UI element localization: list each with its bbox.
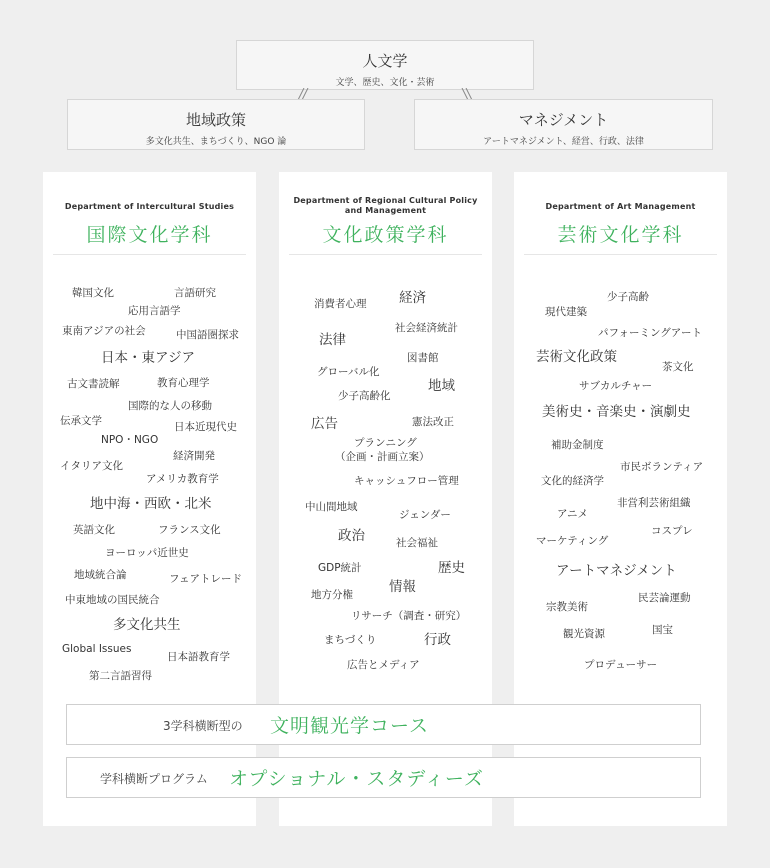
band-lead-text: 3学科横断型の <box>163 719 243 733</box>
dept-ja-name: 文化政策学科 <box>322 224 449 246</box>
keyword: 茶文化 <box>662 361 694 373</box>
keyword: 図書館 <box>407 352 439 364</box>
keyword: プロデューサー <box>584 659 658 671</box>
keyword: アートマネジメント <box>556 563 677 579</box>
keyword: 広告とメディア <box>347 659 420 671</box>
keyword: 地中海・西欧・北米 <box>90 496 212 512</box>
keyword: キャッシュフロー管理 <box>354 475 459 487</box>
keyword: アメリカ教育学 <box>146 473 219 485</box>
keyword: 伝承文学 <box>60 415 102 427</box>
keyword: 中東地域の国民統合 <box>65 594 160 606</box>
keyword: 多文化共生 <box>113 617 181 633</box>
keyword: 東南アジアの社会 <box>62 325 146 337</box>
keyword: 法律 <box>319 332 346 348</box>
keyword: 地域 <box>428 378 455 394</box>
keyword: 少子高齢化 <box>338 390 391 402</box>
box-regional-policy <box>67 99 365 150</box>
keyword: 憲法改正 <box>412 416 454 428</box>
keyword: サブカルチャー <box>579 380 653 392</box>
keyword: 第二言語習得 <box>89 670 152 682</box>
divider <box>289 254 482 255</box>
keyword: フランス文化 <box>158 524 221 536</box>
keyword: 歴史 <box>438 560 465 576</box>
keyword: イタリア文化 <box>60 460 123 472</box>
keyword: 行政 <box>424 632 451 648</box>
dept-ja-name: 芸術文化学科 <box>557 224 684 246</box>
divider <box>524 254 717 255</box>
keyword: 経済 <box>399 290 426 306</box>
keyword: 応用言語学 <box>128 305 181 317</box>
keyword: 政治 <box>338 528 365 544</box>
keyword: 地域統合論 <box>74 569 127 581</box>
dept-en-name: Department of Art Management <box>545 202 696 211</box>
keyword: 社会福祉 <box>396 537 438 549</box>
box-management <box>414 99 713 150</box>
keyword: ヨーロッパ近世史 <box>105 547 189 559</box>
keyword: 民芸論運動 <box>638 592 691 604</box>
keyword: 中国語圏探求 <box>176 329 239 341</box>
keyword: 地方分権 <box>311 589 353 601</box>
keyword: NPO・NGO <box>101 434 159 446</box>
keyword: 市民ボランティア <box>620 461 704 473</box>
keyword: 国際的な人の移動 <box>128 400 212 412</box>
keyword: 英語文化 <box>73 524 115 536</box>
top-box-humanities <box>236 40 534 90</box>
keyword: 経済開発 <box>173 450 215 462</box>
keyword: グローバル化 <box>317 366 380 378</box>
keyword: 国宝 <box>652 624 673 636</box>
keyword: 韓国文化 <box>72 287 114 299</box>
keyword: 日本語教育学 <box>167 651 230 663</box>
keyword: 現代建築 <box>545 306 587 318</box>
box-management-title: マネジメント <box>518 111 609 129</box>
keyword: 芸術文化政策 <box>536 349 617 365</box>
keyword: リサーチ（調査・研究） <box>351 610 467 622</box>
keyword: パフォーミングアート <box>598 327 702 339</box>
keyword: （企画・計画立案） <box>335 451 430 463</box>
keyword: 観光資源 <box>563 628 605 640</box>
keyword: 補助金制度 <box>551 439 604 451</box>
keyword: プランニング <box>354 437 417 449</box>
keyword: 美術史・音楽史・演劇史 <box>542 404 691 420</box>
keyword: 古文書読解 <box>67 378 120 390</box>
keyword: 社会経済統計 <box>395 322 458 334</box>
band-highlight-text: オプショナル・スタディーズ <box>229 768 484 790</box>
keyword: 日本近現代史 <box>174 421 237 433</box>
keyword: コスプレ <box>651 525 693 537</box>
box-management-subtitle: アートマネジメント、経営、行政、法律 <box>483 137 644 147</box>
band-optional-studies <box>66 757 701 798</box>
keyword: アニメ <box>557 508 588 520</box>
keyword: Global Issues <box>62 643 132 655</box>
keyword: 広告 <box>311 416 338 432</box>
keyword: 少子高齢 <box>607 291 649 303</box>
divider <box>53 254 246 255</box>
band-civilization-tourism-course <box>66 704 701 745</box>
keyword: 非営利芸術組織 <box>617 497 691 509</box>
keyword: マーケティング <box>536 535 609 547</box>
top-box-title: 人文学 <box>362 52 408 70</box>
top-box-subtitle: 文学、歴史、文化・芸術 <box>335 78 435 88</box>
keyword: フェアトレード <box>169 573 242 585</box>
keyword: 言語研究 <box>174 287 216 299</box>
dept-ja-name: 国際文化学科 <box>86 224 213 246</box>
keyword: ジェンダー <box>399 509 451 521</box>
keyword: 日本・東アジア <box>101 350 195 366</box>
keyword: 宗教美術 <box>546 601 588 613</box>
dept-en-name: Department of Regional Cultural Policy and Management <box>293 196 478 215</box>
band-lead-text: 学科横断プログラム <box>100 772 208 786</box>
keyword: 消費者心理 <box>314 298 367 310</box>
keyword: まちづくり <box>324 634 377 646</box>
keyword: 情報 <box>389 579 416 595</box>
keyword: GDP統計 <box>318 562 362 574</box>
box-regional-policy-title: 地域政策 <box>185 111 246 129</box>
keyword: 文化的経済学 <box>541 475 604 487</box>
keyword: 中山間地域 <box>305 501 358 513</box>
band-highlight-text: 文明観光学コース <box>270 715 430 737</box>
box-regional-policy-subtitle: 多文化共生、まちづくり、NGO 論 <box>145 137 287 147</box>
keyword: 教育心理学 <box>157 377 210 389</box>
dept-en-name: Department of Intercultural Studies <box>64 202 235 211</box>
